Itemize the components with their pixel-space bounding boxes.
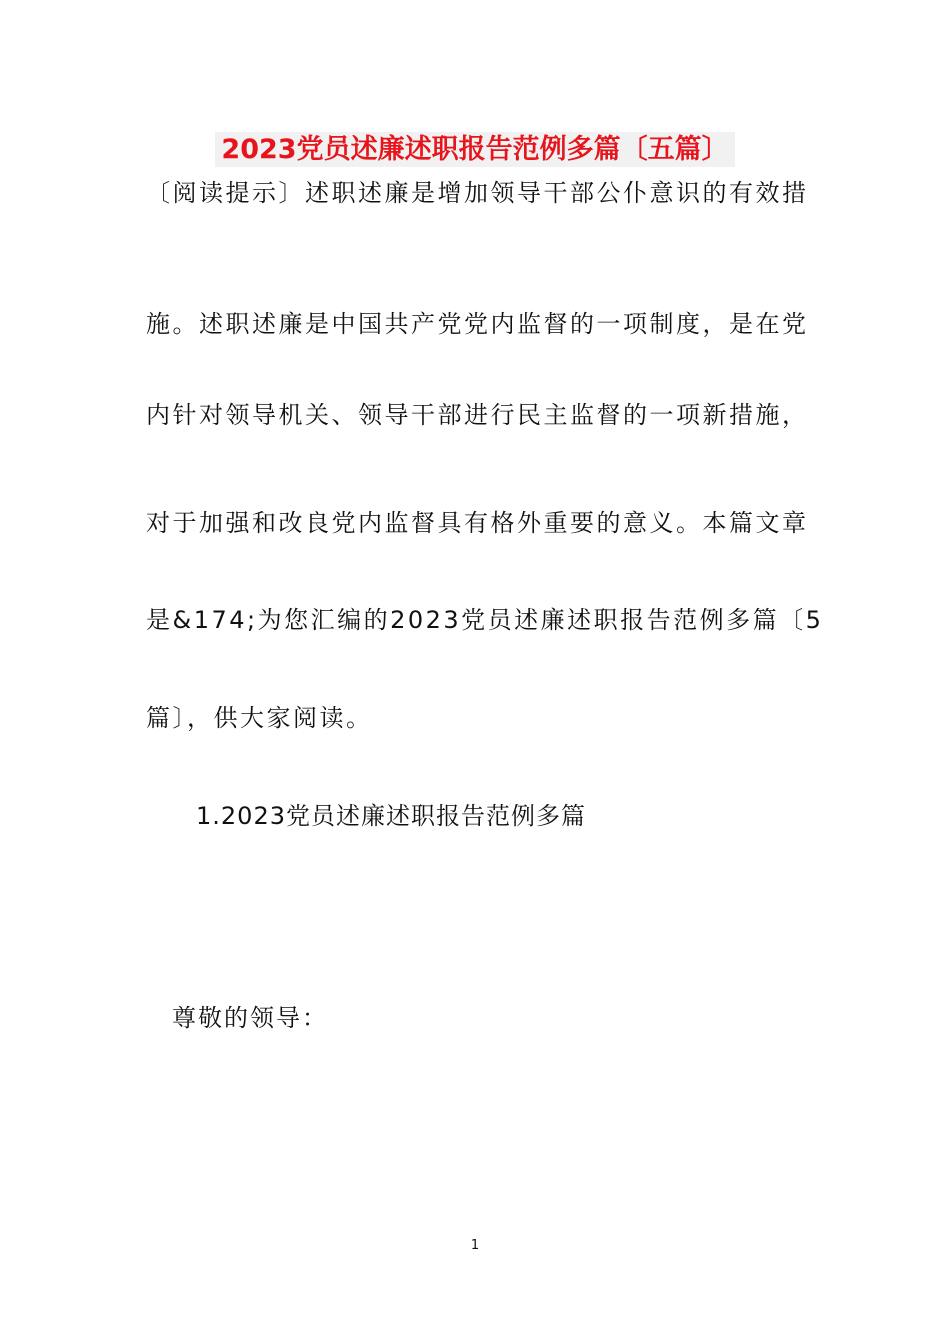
intro-line-2: 施。述职述廉是中国共产党党内监督的一项制度，是在党 xyxy=(146,310,809,338)
intro-line-4: 对于加强和改良党内监督具有格外重要的意义。本篇文章 xyxy=(146,509,809,537)
page-number: 1 xyxy=(470,1238,480,1253)
document-title-text: 2023党员述廉述职报告范例多篇〔五篇〕 xyxy=(215,132,734,167)
section-item-1: 1.2023党员述廉述职报告范例多篇 xyxy=(196,802,586,830)
intro-line-1: 〔阅读提示〕述职述廉是增加领导干部公仆意识的有效措 xyxy=(146,179,809,207)
document-title xyxy=(0,130,950,170)
intro-line-3: 内针对领导机关、领导干部进行民主监督的一项新措施， xyxy=(146,401,809,429)
intro-line-6: 篇〕，供大家阅读。 xyxy=(146,704,373,732)
greeting: 尊敬的领导： xyxy=(172,1004,328,1032)
intro-line-5: 是&174;为您汇编的2023党员述廉述职报告范例多篇〔5 xyxy=(146,606,824,634)
